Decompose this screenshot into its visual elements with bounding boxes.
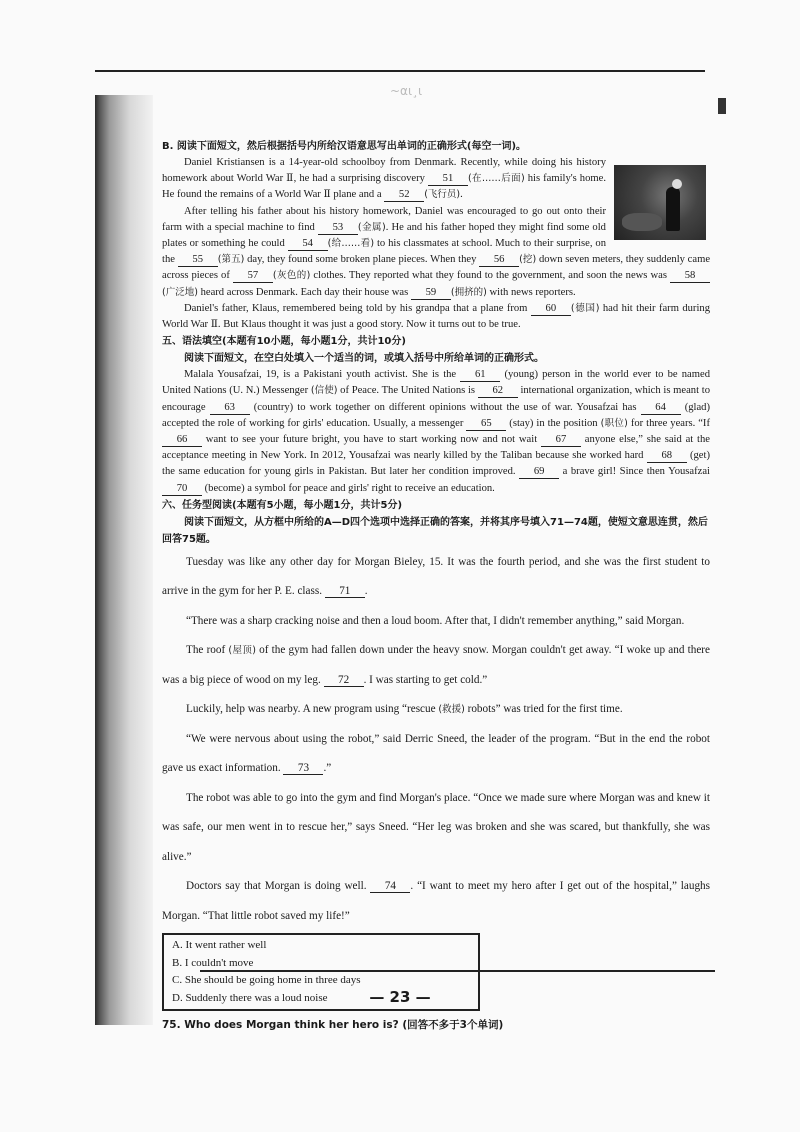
edge-mark	[718, 98, 726, 114]
answer-blank: 68	[647, 450, 687, 463]
pencil-mark: ~αι¸ι	[390, 84, 423, 98]
text-run: “There was a sharp cracking noise and then a loud boom. After that, I didn't remember anything,” said Morgan.	[186, 614, 685, 627]
text-run: Luckily, help was nearby. A new program using “rescue	[186, 703, 439, 716]
answer-blank: 57	[233, 270, 273, 283]
text-run: Tuesday was like any other day for Morgan Bieley, 15. It was the fourth period, and she was the first student to arrive in the gym for her P. E. class.	[162, 555, 710, 598]
paragraph	[162, 607, 710, 637]
text-run: (become) a symbol for peace and girls' right to receive an education.	[202, 482, 495, 494]
section-b-title: B. 阅读下面短文，然后根据括号内所给汉语意思写出单词的正确形式(每空一词)。	[162, 141, 527, 152]
text-run: After telling his father about his history homework, Daniel was encouraged to go out onto their farm with a special machine to find	[162, 205, 606, 233]
text-run: The robot was able to go into the gym and find Morgan's place. “Once we made sure where Morgan was and knew it was safe, our men went in to rescue her,” says Sneed. “Her leg was broken and she was scared, but thankfully, she was alive.”	[162, 791, 710, 863]
text-run: (stay) in the position	[506, 417, 601, 429]
section-5-passage	[162, 367, 710, 497]
chinese-hint: (拥挤的)	[450, 286, 487, 298]
text-run: (country) to work together on different opinions without the use of war. Yousafzai has	[249, 401, 641, 413]
paragraph	[162, 725, 710, 784]
paragraph	[162, 636, 710, 695]
paragraph	[162, 784, 710, 873]
text-run: of Peace. The United Nations is	[337, 385, 478, 397]
section-6-passage	[162, 548, 710, 932]
text-run: international organization, which is meant to encourage	[162, 385, 710, 413]
paragraph	[162, 872, 710, 931]
chinese-hint: (给……看)	[327, 238, 375, 250]
chinese-hint: (第五)	[217, 254, 245, 266]
text-run: Daniel's father, Klaus, remembered being told by his grandpa that a plane from	[184, 302, 531, 314]
section-5-instruction: 阅读下面短文，在空白处填入一个适当的词，或填入括号中所给单词的正确形式。	[184, 353, 544, 365]
answer-blank: 70	[162, 483, 202, 496]
option-c: C. She should be going home in three days	[172, 974, 361, 987]
answer-blank: 51	[428, 173, 468, 186]
answer-blank: 60	[531, 303, 571, 316]
paragraph	[162, 695, 710, 725]
text-run: Daniel Kristiansen is a 14-year-old schoolboy from Denmark. Recently, while doing his history homework about World War Ⅱ, he had a surprising discovery	[162, 157, 606, 185]
option-d: D. Suddenly there was a loud noise	[172, 991, 328, 1004]
photo-head	[672, 179, 682, 189]
answer-blank: 56	[479, 254, 519, 267]
option-a: A. It went rather well	[172, 939, 267, 952]
text-run: with news reporters.	[486, 286, 576, 298]
chinese-hint: (救援)	[438, 704, 465, 716]
answer-blank: 54	[288, 238, 328, 251]
text-run: of the gym had fallen down under the heavy snow. Morgan couldn't get away. “I woke up and there was a big piece of wood on my leg.	[162, 644, 710, 686]
answer-blank: 74	[370, 880, 410, 893]
text-run: clothes. They reported what they found to the government, and soon the news was	[310, 270, 670, 282]
chinese-hint: (在……后面)	[467, 173, 525, 185]
answer-blank: 55	[178, 254, 218, 267]
answer-blank: 66	[162, 434, 202, 447]
text-run: robots” was tried for the first time.	[464, 703, 623, 716]
text-run: .	[460, 189, 463, 201]
chinese-hint: (信使)	[310, 385, 338, 397]
answer-blank: 53	[318, 222, 358, 235]
photo-debris	[622, 213, 662, 231]
answer-blank: 52	[384, 189, 424, 202]
text-run: want to see your future bright, you have to start working now and not wait	[202, 434, 541, 446]
chinese-hint: (职位)	[600, 417, 628, 429]
chinese-hint: (金属)	[357, 221, 386, 233]
answer-blank: 71	[325, 585, 365, 598]
chinese-hint: (灰色的)	[272, 270, 311, 282]
answer-blank: 59	[411, 287, 451, 300]
answer-blank: 61	[460, 369, 500, 382]
text-run: had hit their farm during World War Ⅱ. But Klaus thought it was just a good story. Now it turns out to be true.	[162, 302, 710, 331]
text-run: The roof	[186, 644, 229, 657]
page-number: — 23 —	[369, 988, 431, 1006]
plane-remains-photo	[614, 165, 706, 240]
chinese-hint: (广泛地)	[162, 286, 198, 298]
answer-blank: 63	[210, 402, 250, 415]
chinese-hint: (挖)	[519, 254, 537, 266]
text-run: “We were nervous about using the robot,” said Derric Sneed, the leader of the program. “But in the end the robot gave us exact information.	[162, 732, 710, 775]
option-b: B. I couldn't move	[172, 956, 254, 969]
bottom-rule	[200, 970, 715, 972]
text-run: day, they found some broken plane pieces. When they	[244, 254, 480, 266]
answer-blank: 64	[641, 402, 681, 415]
text-run: heard across Denmark. Each day their house was	[197, 286, 411, 298]
answer-blank: 69	[519, 466, 559, 479]
question-75: 75. Who does Morgan think her hero is? (回答不多于3个单词)	[162, 1019, 504, 1032]
text-run: a brave girl! Since then Yousafzai	[559, 466, 710, 478]
photo-person	[666, 187, 680, 231]
section-5-title: 五、语法填空(本题有10小题，每小题1分，共计10分)	[162, 336, 406, 348]
section-6-instruction: 阅读下面短文，从方框中所给的A—D四个选项中选择正确的答案，并将其序号填入71—74题，使短文意思连贯，然后回答75题。	[162, 516, 708, 545]
answer-blank: 65	[466, 418, 506, 431]
text-run: Doctors say that Morgan is doing well.	[186, 880, 371, 893]
paragraph	[162, 301, 710, 333]
text-run: .	[364, 585, 368, 598]
answer-blank: 58	[670, 270, 710, 283]
chinese-hint: (屋顶)	[228, 645, 256, 657]
text-run: anyone else,” she said at the acceptance meeting in New York. In 2012, Yousafzai was nearly killed by the Taliban because she worked hard	[162, 434, 710, 462]
text-run: (glad) accepted the role of working for girls' education. Usually, a messenger	[162, 401, 710, 429]
text-run: to his classmates at school. Much to their surprise, on the	[162, 238, 606, 266]
paragraph	[162, 548, 710, 607]
text-run: (get) the same education for young girls in Pakistan. But later her condition improved.	[162, 450, 710, 478]
text-run: (young) person in the world ever to be named United Nations (U. N.) Messenger	[162, 369, 710, 397]
text-run: his family's home. He found the remains of a World War Ⅱ plane and a	[162, 173, 606, 201]
answer-blank: 73	[283, 762, 323, 775]
answer-blank: 72	[324, 674, 364, 687]
text-run: . He and his father hoped they might find some old plates or something he could	[162, 221, 606, 250]
answer-blank: 62	[478, 385, 518, 398]
chinese-hint: (德国)	[570, 302, 600, 314]
section-6-title: 六、任务型阅读(本题有5小题，每小题1分，共计5分)	[162, 499, 403, 511]
text-run: . I was starting to get cold.”	[363, 673, 488, 686]
answer-blank: 67	[541, 434, 581, 447]
paragraph	[162, 367, 710, 497]
chinese-hint: (飞行员)	[424, 189, 461, 201]
text-run: .”	[323, 762, 332, 775]
text-run: down seven meters, they suddenly came across pieces of	[162, 254, 711, 282]
binding-shadow	[95, 95, 153, 1025]
top-rule	[95, 70, 705, 72]
text-run: . “I want to meet my hero after I get out of the hospital,” laughs Morgan. “That little robot saved my life!”	[162, 880, 710, 922]
page-content	[162, 138, 710, 1034]
text-run: Malala Yousafzai, 19, is a Pakistani youth activist. She is the	[184, 369, 461, 381]
text-run: for three years. “If	[627, 417, 710, 429]
